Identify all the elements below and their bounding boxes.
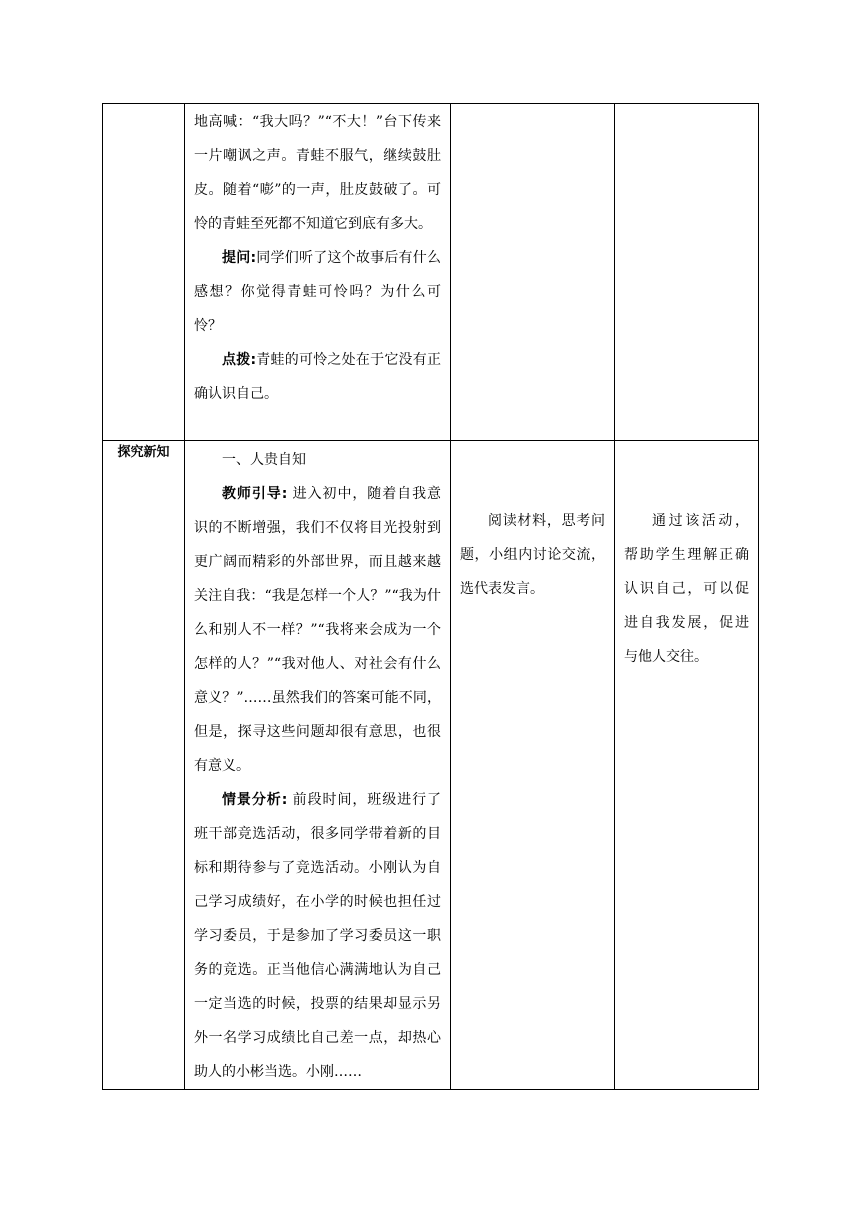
table-row: [103, 441, 759, 1090]
hint-paragraph: [194, 343, 441, 411]
scene-text: 前段时间，班级进行了班干部竞选活动，很多同学带着新的目标和期待参与了竞选活动。小刚认为自己学习成绩好，在小学的时候也担任过学习委员，于是参加了学习委员这一职务的竞选。正当他信心满满地认为自己一定当选的时候，投票的结果却显示另外一名学习成绩比自己差一点，却热心助人的小彬当选。小刚……: [194, 792, 441, 1080]
table-row: [103, 104, 759, 441]
stage-cell: [103, 104, 185, 441]
student-activity-text: 阅读材料，思考问题，小组内讨论交流，选代表发言。: [460, 513, 605, 597]
paragraph-text: 地高喊：“我大吗？”“不大！”台下传来一片嘲讽之声。青蛙不服气，继续鼓肚皮。随着“嘭”的一声，肚皮鼓破了。可怜的青蛙至死都不知道它到底有多大。: [194, 114, 441, 232]
guide-label: 教师引导:: [222, 486, 288, 502]
guide-text: 进入初中，随着自我意识的不断增强，我们不仅将目光投射到更广阔而精彩的外部世界，而且越来越关注自我：“我是怎样一个人？”“我为什么和别人不一样？”“我将来会成为一个怎样的人？”“我对他人、对社会有什么意义？”……虽然我们的答案可能不同，但是，探寻这些问题却很有意思，也很有意义。: [194, 486, 441, 774]
scene-label: 情景分析:: [222, 792, 288, 808]
lesson-plan-table: [102, 103, 759, 1090]
student-activity-cell: [451, 104, 615, 441]
guide-paragraph: [194, 477, 441, 783]
story-paragraph: [194, 105, 441, 241]
question-paragraph: [194, 241, 441, 343]
question-text: 同学们听了这个故事后有什么感想？你觉得青蛙可怜吗？为什么可怜？: [194, 250, 442, 334]
teacher-activity-cell: [185, 104, 451, 441]
teacher-activity-cell: [185, 441, 451, 1090]
student-activity-cell: [451, 441, 615, 1090]
design-intent-cell: [615, 441, 759, 1090]
hint-text: 青蛙的可怜之处在于它没有正确认识自己。: [194, 352, 442, 402]
design-intent-text: 通过该活动，帮助学生理解正确认识自己，可以促进自我发展，促进与他人交往。: [624, 513, 749, 665]
hint-label: 点拨:: [222, 352, 257, 368]
stage-label-cell: [103, 441, 185, 1090]
scene-paragraph: [194, 783, 441, 1089]
section-heading: 一、人贵自知: [222, 452, 306, 468]
stage-label: 探究新知: [117, 445, 170, 460]
question-label: 提问:: [222, 250, 257, 266]
design-intent-cell: [615, 104, 759, 441]
